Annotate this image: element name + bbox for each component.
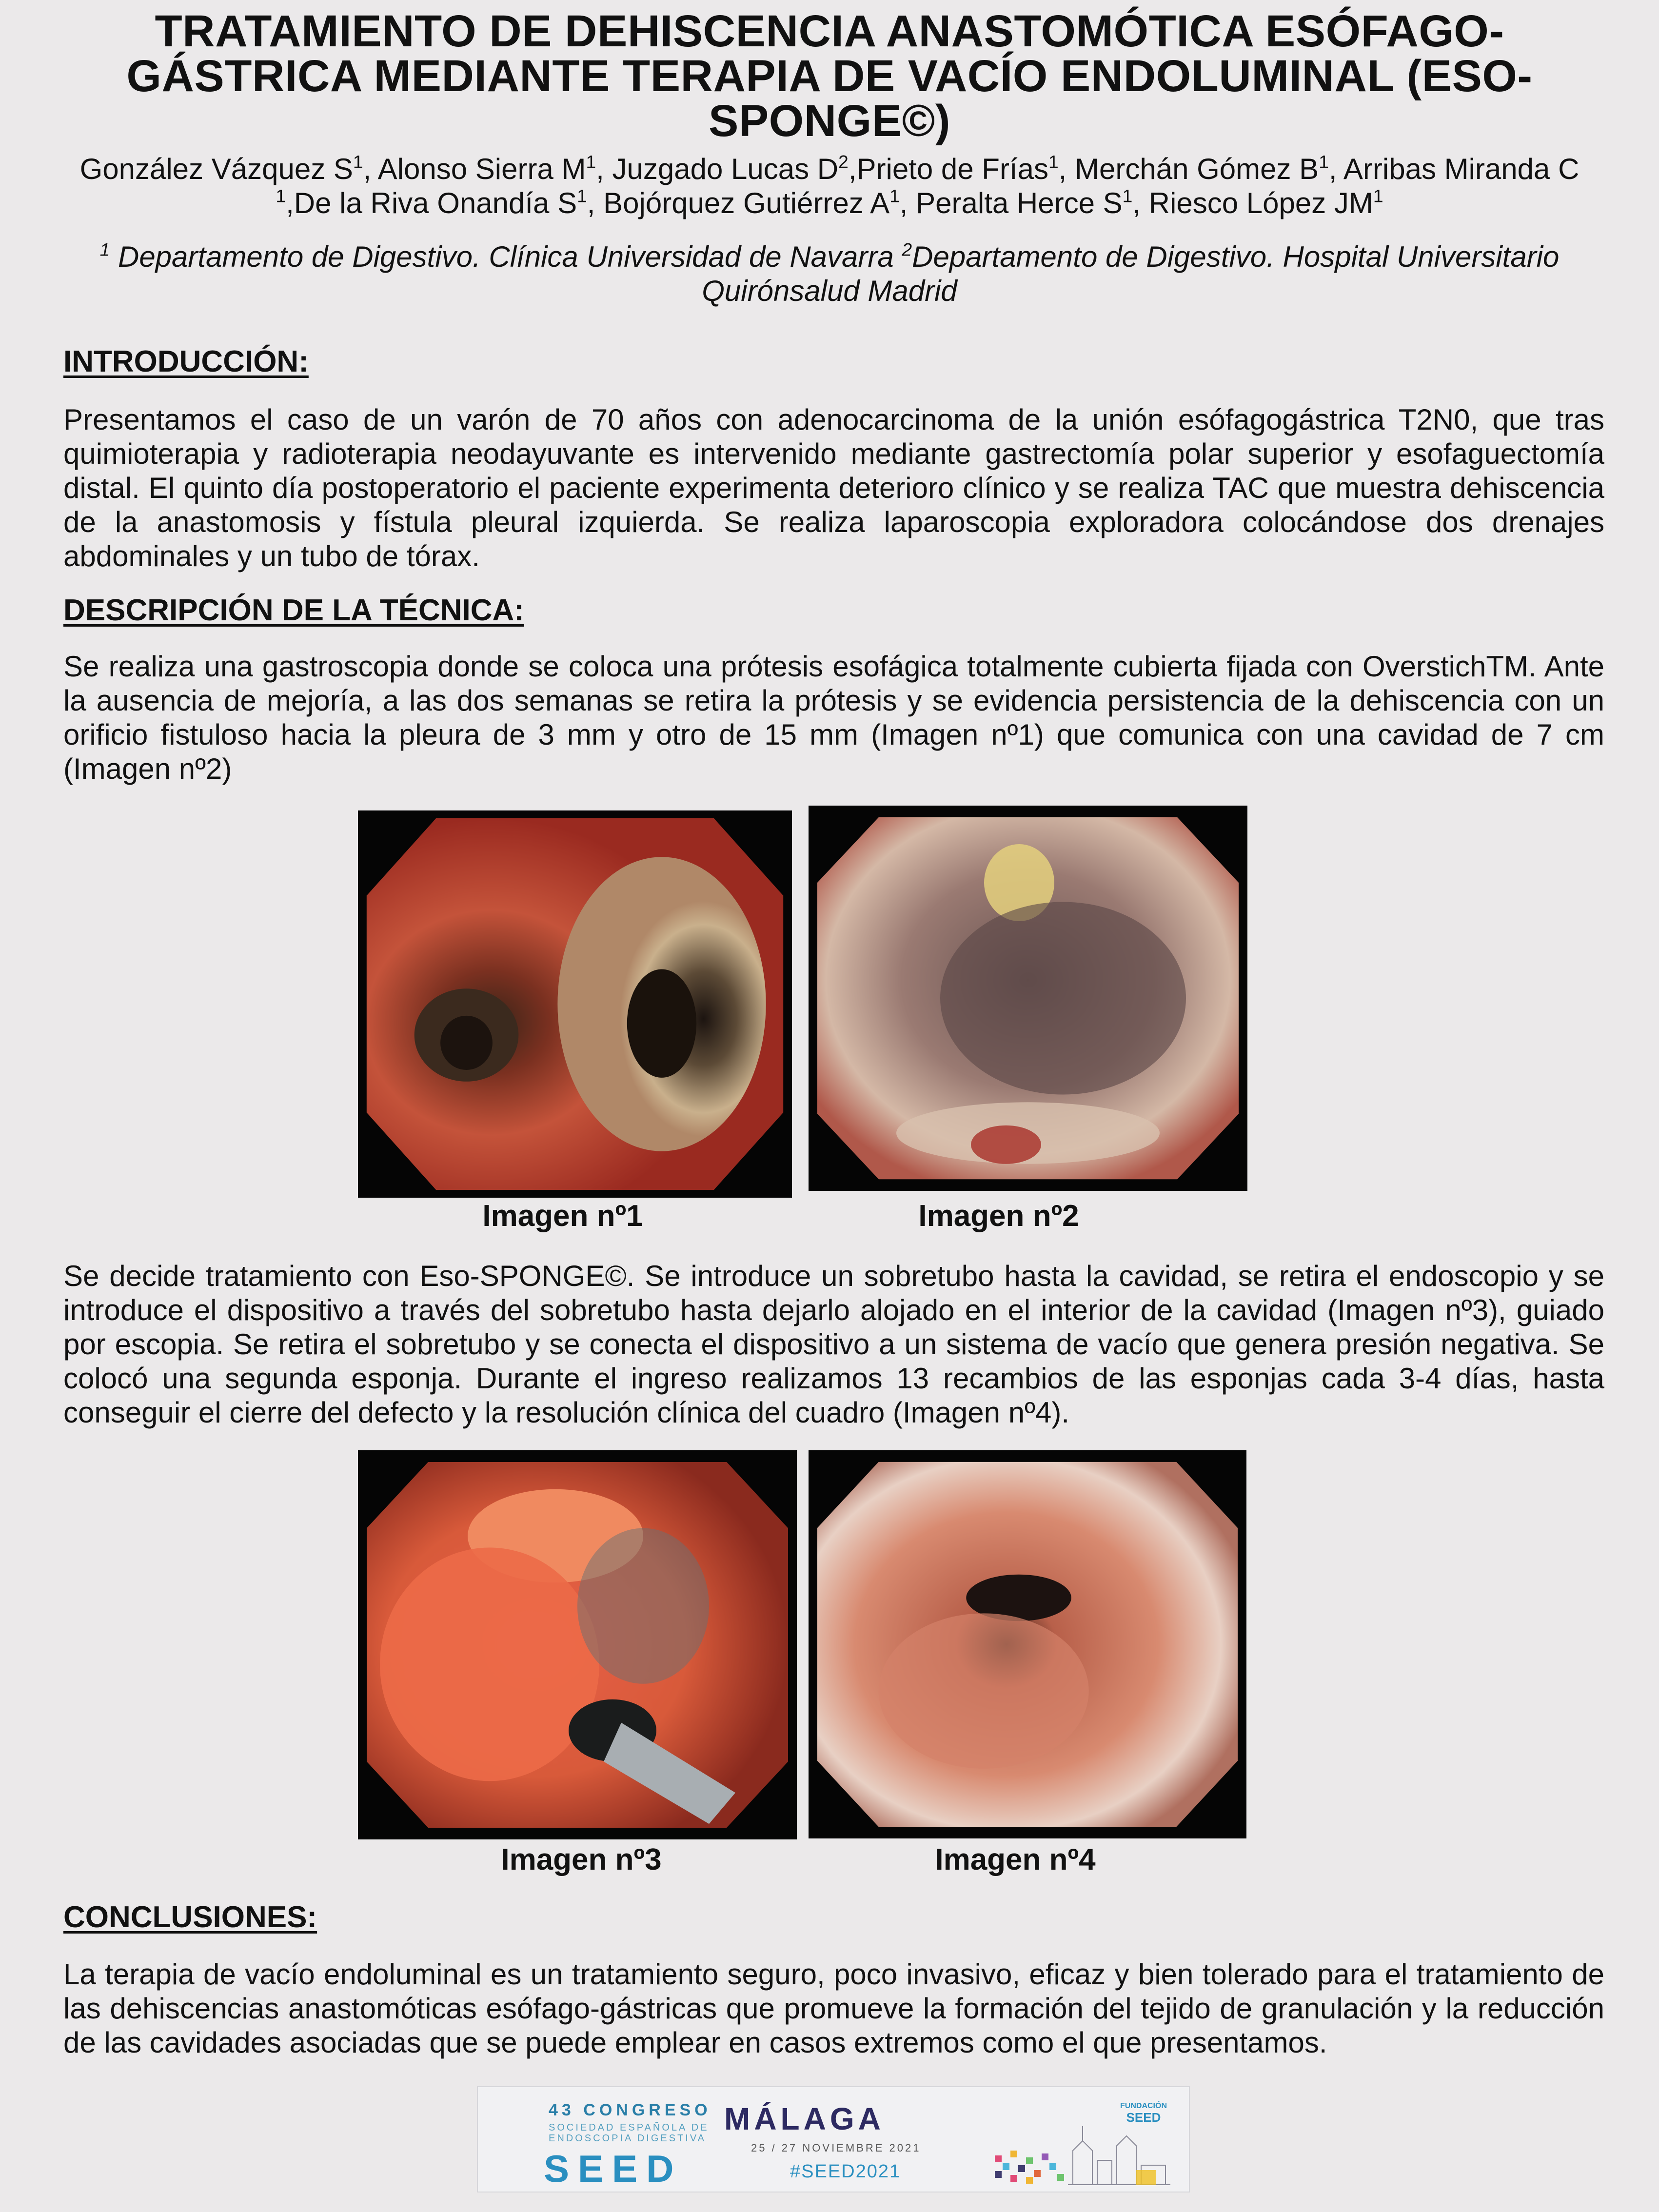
fundacion-label: FUNDACIÓN: [1120, 2102, 1167, 2110]
author-separator: ,: [587, 187, 604, 219]
affiliation-text: Departamento de Digestivo. Hospital Universitario Quirónsalud Madrid: [702, 240, 1560, 307]
author-affiliation-number: 1: [353, 151, 363, 172]
banner-seed-logo: SEED: [544, 2147, 683, 2190]
author-name: Arribas Miranda C: [1343, 153, 1580, 185]
poster-title: TRATAMIENTO DE DEHISCENCIA ANASTOMÓTICA ESÓFAGO-GÁSTRICA MEDIANTE TERAPIA DE VACÍO ENDOLUMINAL (ESO-SPONGE©): [126, 6, 1533, 146]
affiliations: [83, 240, 1576, 308]
author-separator: ,: [1058, 153, 1075, 185]
author-name: González Vázquez S: [79, 153, 353, 185]
author-separator: ,: [363, 153, 378, 185]
fundacion-seed-logo: [1117, 2102, 1170, 2124]
author-separator: ,: [899, 187, 916, 219]
technique-heading: DESCRIPCIÓN DE LA TÉCNICA:: [63, 593, 524, 627]
author-separator: ,: [1132, 187, 1149, 219]
caption-image-4: Imagen nº4: [935, 1843, 1096, 1876]
banner-dates: 25 / 27 NOVIEMBRE 2021: [751, 2142, 921, 2154]
banner-congreso: 43 CONGRESO: [549, 2101, 711, 2119]
author-separator: ,: [286, 187, 294, 219]
author-affiliation-number: 1: [1319, 151, 1329, 172]
author-separator: ,: [596, 153, 612, 185]
intro-text: Presentamos el caso de un varón de 70 años con adenocarcinoma de la unión esófagogástrica T2N0, que tras quimioterapia y radioterapia neodayuvante es intervenido mediante gastrectomía polar superior y esofaguectomía distal. El quinto día postoperatorio el paciente experimenta deterioro clínico y se realiza TAC que muestra dehiscencia de la anastomosis y fístula pleural izquierda. Se realiza laparoscopia exploradora colocándose dos drenajes abdominales y un tubo de tórax.: [63, 403, 1604, 573]
caption-image-1: Imagen nº1: [482, 1199, 643, 1233]
banner-hashtag: #SEED2021: [790, 2161, 901, 2182]
affiliation-number: 1: [99, 239, 110, 260]
caption-image-2: Imagen nº2: [918, 1199, 1079, 1233]
author-affiliation-number: 1: [577, 185, 587, 206]
banner-city: MÁLAGA: [724, 2101, 885, 2136]
author-name: Alonso Sierra M: [377, 153, 586, 185]
author-separator: ,: [1328, 153, 1343, 185]
author-list: [59, 152, 1600, 220]
author-name: Bojórquez Gutiérrez A: [603, 187, 890, 219]
malaga-skyline-icon: [990, 2116, 1175, 2190]
author-name: Merchán Gómez B: [1075, 153, 1319, 185]
author-separator: ,: [848, 153, 857, 185]
author-affiliation-number: 1: [586, 151, 596, 172]
author-name: Peralta Herce S: [916, 187, 1123, 219]
author-affiliation-number: 1: [1048, 151, 1059, 172]
intro-heading: INTRODUCCIÓN:: [63, 345, 309, 378]
congress-banner: [477, 2086, 1190, 2192]
endoscopy-image-3: [358, 1450, 797, 1839]
technique-text-1: Se realiza una gastroscopia donde se coloca una prótesis esofágica totalmente cubierta fijada con OverstichTM. Ante la ausencia de mejoría, a las dos semanas se retira la prótesis y se evidencia persistencia de la dehiscencia con un orificio fistuloso hacia la pleura de 3 mm y otro de 15 mm (Imagen nº1) que comunica con una cavidad de 7 cm (Imagen nº2): [63, 650, 1604, 785]
author-name: De la Riva Onandía S: [294, 187, 577, 219]
banner-sociedad: SOCIEDAD ESPAÑOLA DE ENDOSCOPIA DIGESTIVA: [549, 2122, 709, 2144]
author-name: Juzgado Lucas D: [612, 153, 839, 185]
conclusions-heading: CONCLUSIONES:: [63, 1900, 317, 1934]
fundacion-seed-label: SEED: [1126, 2110, 1161, 2125]
conclusions-text: La terapia de vacío endoluminal es un tratamiento seguro, poco invasivo, eficaz y bien tolerado para el tratamiento de las dehiscencias anastomóticas esófago-gástricas que promueve la formación del tejido de granulación y la reducción de las cavidades asociadas que se puede emplear en casos extremos como el que presentamos.: [63, 1958, 1604, 2059]
author-name: Riesco López JM: [1148, 187, 1373, 219]
endoscopy-image-2: [809, 806, 1247, 1191]
author-affiliation-number: 1: [1122, 185, 1133, 206]
caption-image-3: Imagen nº3: [501, 1843, 662, 1876]
endoscopy-image-1: [358, 810, 792, 1198]
author-affiliation-number: 1: [1373, 185, 1383, 206]
affiliation-text: Departamento de Digestivo. Clínica Universidad de Navarra: [110, 240, 902, 273]
author-affiliation-number: 2: [838, 151, 849, 172]
author-name: Prieto de Frías: [856, 153, 1048, 185]
author-affiliation-number: 1: [276, 185, 286, 206]
author-affiliation-number: 1: [889, 185, 900, 206]
technique-text-2: Se decide tratamiento con Eso-SPONGE©. Se introduce un sobretubo hasta la cavidad, se retira el endoscopio y se introduce el dispositivo a través del sobretubo hasta dejarlo alojado en el interior de la cavidad (Imagen nº3), guiado por escopia. Se retira el sobretubo y se conecta el dispositivo a un sistema de vacío que genera presión negativa. Se colocó una segunda esponja. Durante el ingreso realizamos 13 recambios de las esponjas cada 3-4 días, hasta conseguir el cierre del defecto y la resolución clínica del cuadro (Imagen nº4).: [63, 1260, 1604, 1429]
affiliation-number: 2: [902, 239, 912, 260]
endoscopy-image-4: [809, 1450, 1246, 1838]
